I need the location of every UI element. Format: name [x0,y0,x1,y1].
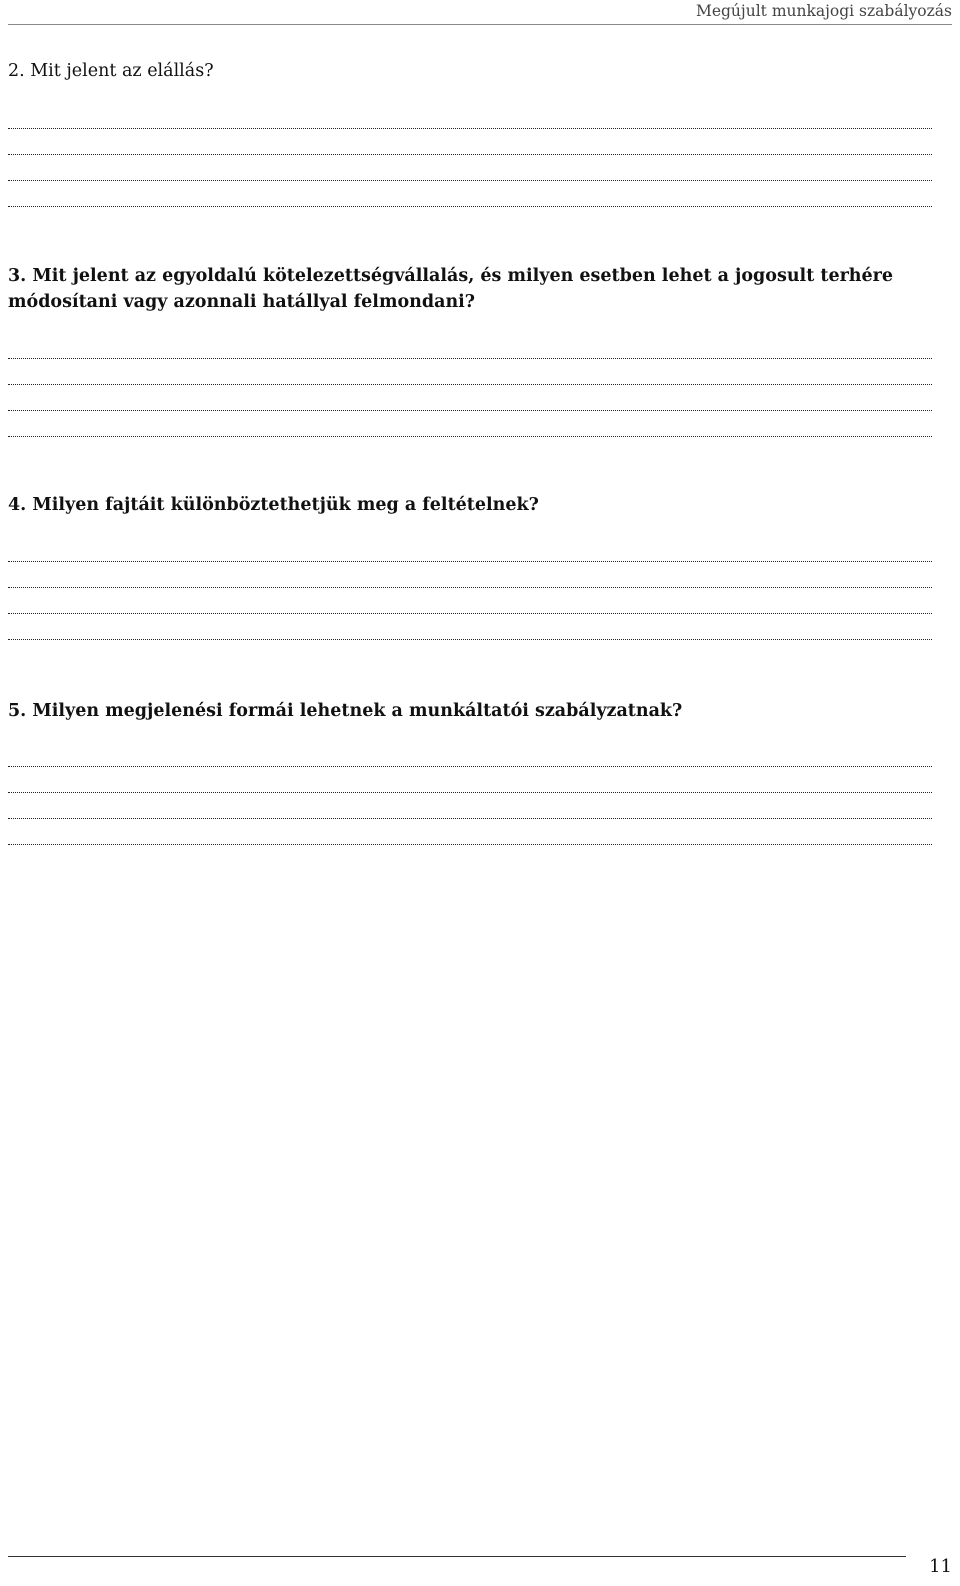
question-text: Milyen megjelenési formái lehetnek a munkáltatói szabályzatnak? [32,701,683,721]
header-divider [8,24,952,25]
answer-line[interactable] [8,844,932,845]
answer-line[interactable] [8,410,932,411]
answer-line[interactable] [8,766,932,767]
question-number: 5. [8,701,33,721]
answer-line[interactable] [8,561,932,562]
question-text: Mit jelent az egyoldalú kötelezettségvállalás, és milyen esetben lehet a jogosult terhére módosítani vagy azonnali hatállyal felmondani? [8,266,894,312]
question-3 [8,263,952,315]
question-4 [8,492,952,518]
question-2 [8,58,952,84]
answer-line[interactable] [8,128,932,129]
question-text: Milyen fajtáit különböztethetjük meg a feltételnek? [32,495,539,515]
answer-line[interactable] [8,587,932,588]
question-number: 4. [8,495,33,515]
answer-line[interactable] [8,639,932,640]
answer-line[interactable] [8,154,932,155]
answer-line[interactable] [8,818,932,819]
answer-line[interactable] [8,358,932,359]
answer-line[interactable] [8,206,932,207]
question-number: 2. [8,61,31,81]
answer-line[interactable] [8,436,932,437]
running-header-title: Megújult munkajogi szabályozás [695,2,952,20]
answer-line[interactable] [8,180,932,181]
answer-line[interactable] [8,384,932,385]
question-5 [8,698,952,724]
footer-divider [8,1556,906,1557]
page-number: 11 [929,1556,952,1577]
question-number: 3. [8,266,33,286]
answer-line[interactable] [8,792,932,793]
answer-line[interactable] [8,613,932,614]
question-text: Mit jelent az elállás? [30,61,214,81]
